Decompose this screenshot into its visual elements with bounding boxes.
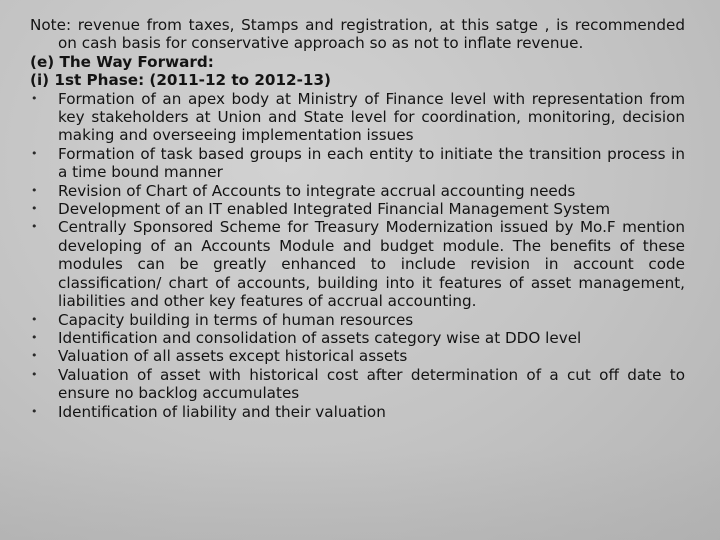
list-item-text: Capacity building in terms of human resources — [58, 310, 414, 329]
list-item — [30, 90, 685, 145]
heading-way-forward: (e) The Way Forward: — [30, 52, 214, 71]
phase-points-list — [30, 90, 685, 421]
list-item — [30, 200, 685, 218]
slide-content — [30, 16, 685, 421]
list-item — [30, 347, 685, 365]
note-paragraph: Note: revenue from taxes, Stamps and registration, at this satge , is recommended on cash basis for conservative approach so as not to inflate revenue. — [30, 16, 685, 53]
list-item-text: Identification and consolidation of assets category wise at DDO level — [58, 328, 582, 347]
list-item — [30, 329, 685, 347]
bullet-icon: • — [31, 146, 38, 160]
list-item-text: Centrally Sponsored Scheme for Treasury Modernization issued by Mo.F mention developing of an Accounts Module and budget module. The benefits of these modules can be greatly enhanced to include revision in account code classification/ chart of accounts, building into it features of asset management, liabilities and other key features of accrual accounting. — [58, 218, 685, 311]
list-item — [30, 182, 685, 200]
bullet-icon: • — [31, 349, 38, 363]
bullet-icon: • — [31, 404, 38, 418]
bullet-icon: • — [31, 330, 38, 344]
heading-first-phase: (i) 1st Phase: (2011-12 to 2012-13) — [30, 71, 331, 90]
bullet-icon: • — [31, 202, 38, 216]
list-item — [30, 403, 685, 421]
bullet-icon: • — [31, 312, 38, 326]
slide-background-shade — [0, 450, 720, 540]
list-item — [30, 311, 685, 329]
list-item-text: Identification of liability and their valuation — [58, 402, 386, 421]
bullet-icon: • — [31, 367, 38, 381]
list-item-text: Formation of task based groups in each entity to initiate the transition process in a time bound manner — [58, 144, 685, 182]
list-item-text: Formation of an apex body at Ministry of Finance level with representation from key stakeholders at Union and State level for coordination, monitoring, decision making and overseeing implementation issues — [58, 89, 685, 145]
bullet-icon: • — [31, 91, 38, 105]
list-item — [30, 145, 685, 182]
list-item — [30, 366, 685, 403]
list-item-text: Valuation of all assets except historical assets — [58, 347, 408, 366]
bullet-icon: • — [31, 183, 38, 197]
list-item-text: Revision of Chart of Accounts to integrate accrual accounting needs — [58, 181, 576, 200]
list-item-text: Valuation of asset with historical cost after determination of a cut off date to ensure no backlog accumulates — [58, 365, 685, 403]
bullet-icon: • — [31, 220, 38, 234]
list-item — [30, 218, 685, 310]
list-item-text: Development of an IT enabled Integrated Financial Management System — [58, 200, 611, 219]
